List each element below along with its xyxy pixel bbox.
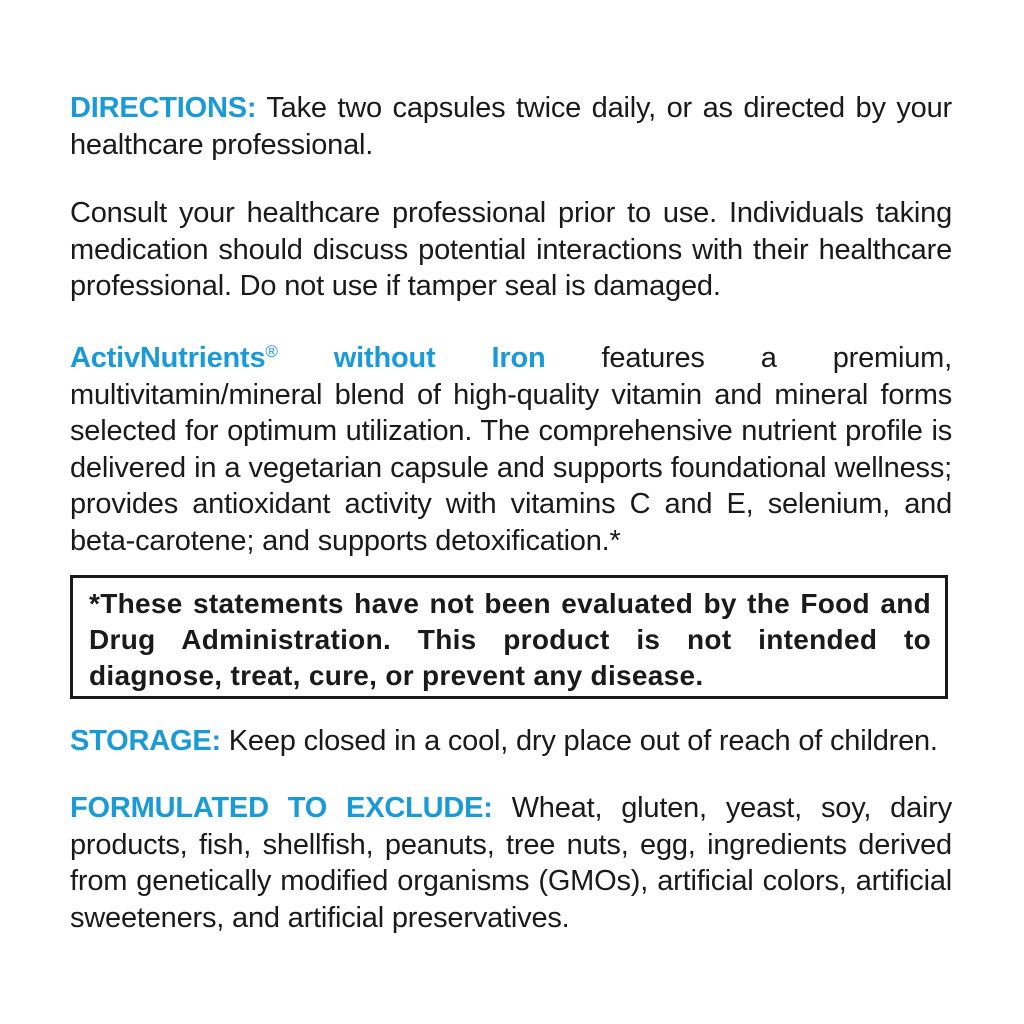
storage-paragraph xyxy=(70,723,952,760)
product-description-text: features a premium, multivitamin/mineral blend of high-quality vitamin and mineral forms selected for optimum utilization. The comprehensive nutrient profile is delivered in a vegetarian capsule and supports foundational wellness; provides antioxidant activity with vitamins C and E, selenium, and beta-carotene; and supports detoxification.* xyxy=(70,342,952,557)
product-description-paragraph xyxy=(70,334,952,559)
product-name xyxy=(70,342,545,374)
exclude-label: FORMULATED TO EXCLUDE: xyxy=(70,792,493,824)
storage-label: STORAGE: xyxy=(70,725,221,757)
consult-text: Consult your healthcare professional prior to use. Individuals taking medication should discuss potential interactions with their healthcare professional. Do not use if tamper seal is damaged. xyxy=(70,197,952,302)
exclude-text: Wheat, gluten, yeast, soy, dairy products, fish, shellfish, peanuts, tree nuts, egg, ingredients derived from genetically modified organisms (GMOs), artificial colors, artificial sweeteners, and artificial preservatives. xyxy=(70,792,953,934)
fda-disclaimer-text: *These statements have not been evaluated by the Food and Drug Administration. This product is not intended to diagnose, treat, cure, or prevent any disease. xyxy=(89,588,931,691)
directions-paragraph xyxy=(70,90,952,163)
directions-text: Take two capsules twice daily, or as directed by your healthcare professional. xyxy=(70,92,952,161)
directions-label: DIRECTIONS: xyxy=(70,92,257,124)
consult-paragraph xyxy=(70,195,952,305)
fda-disclaimer-box xyxy=(70,575,948,699)
product-name-text: ActivNutrients xyxy=(70,342,266,374)
exclude-paragraph xyxy=(70,790,952,936)
registered-mark: ® xyxy=(265,342,278,361)
product-name-suffix: without Iron xyxy=(277,342,546,374)
storage-text: Keep closed in a cool, dry place out of reach of children. xyxy=(220,725,938,757)
